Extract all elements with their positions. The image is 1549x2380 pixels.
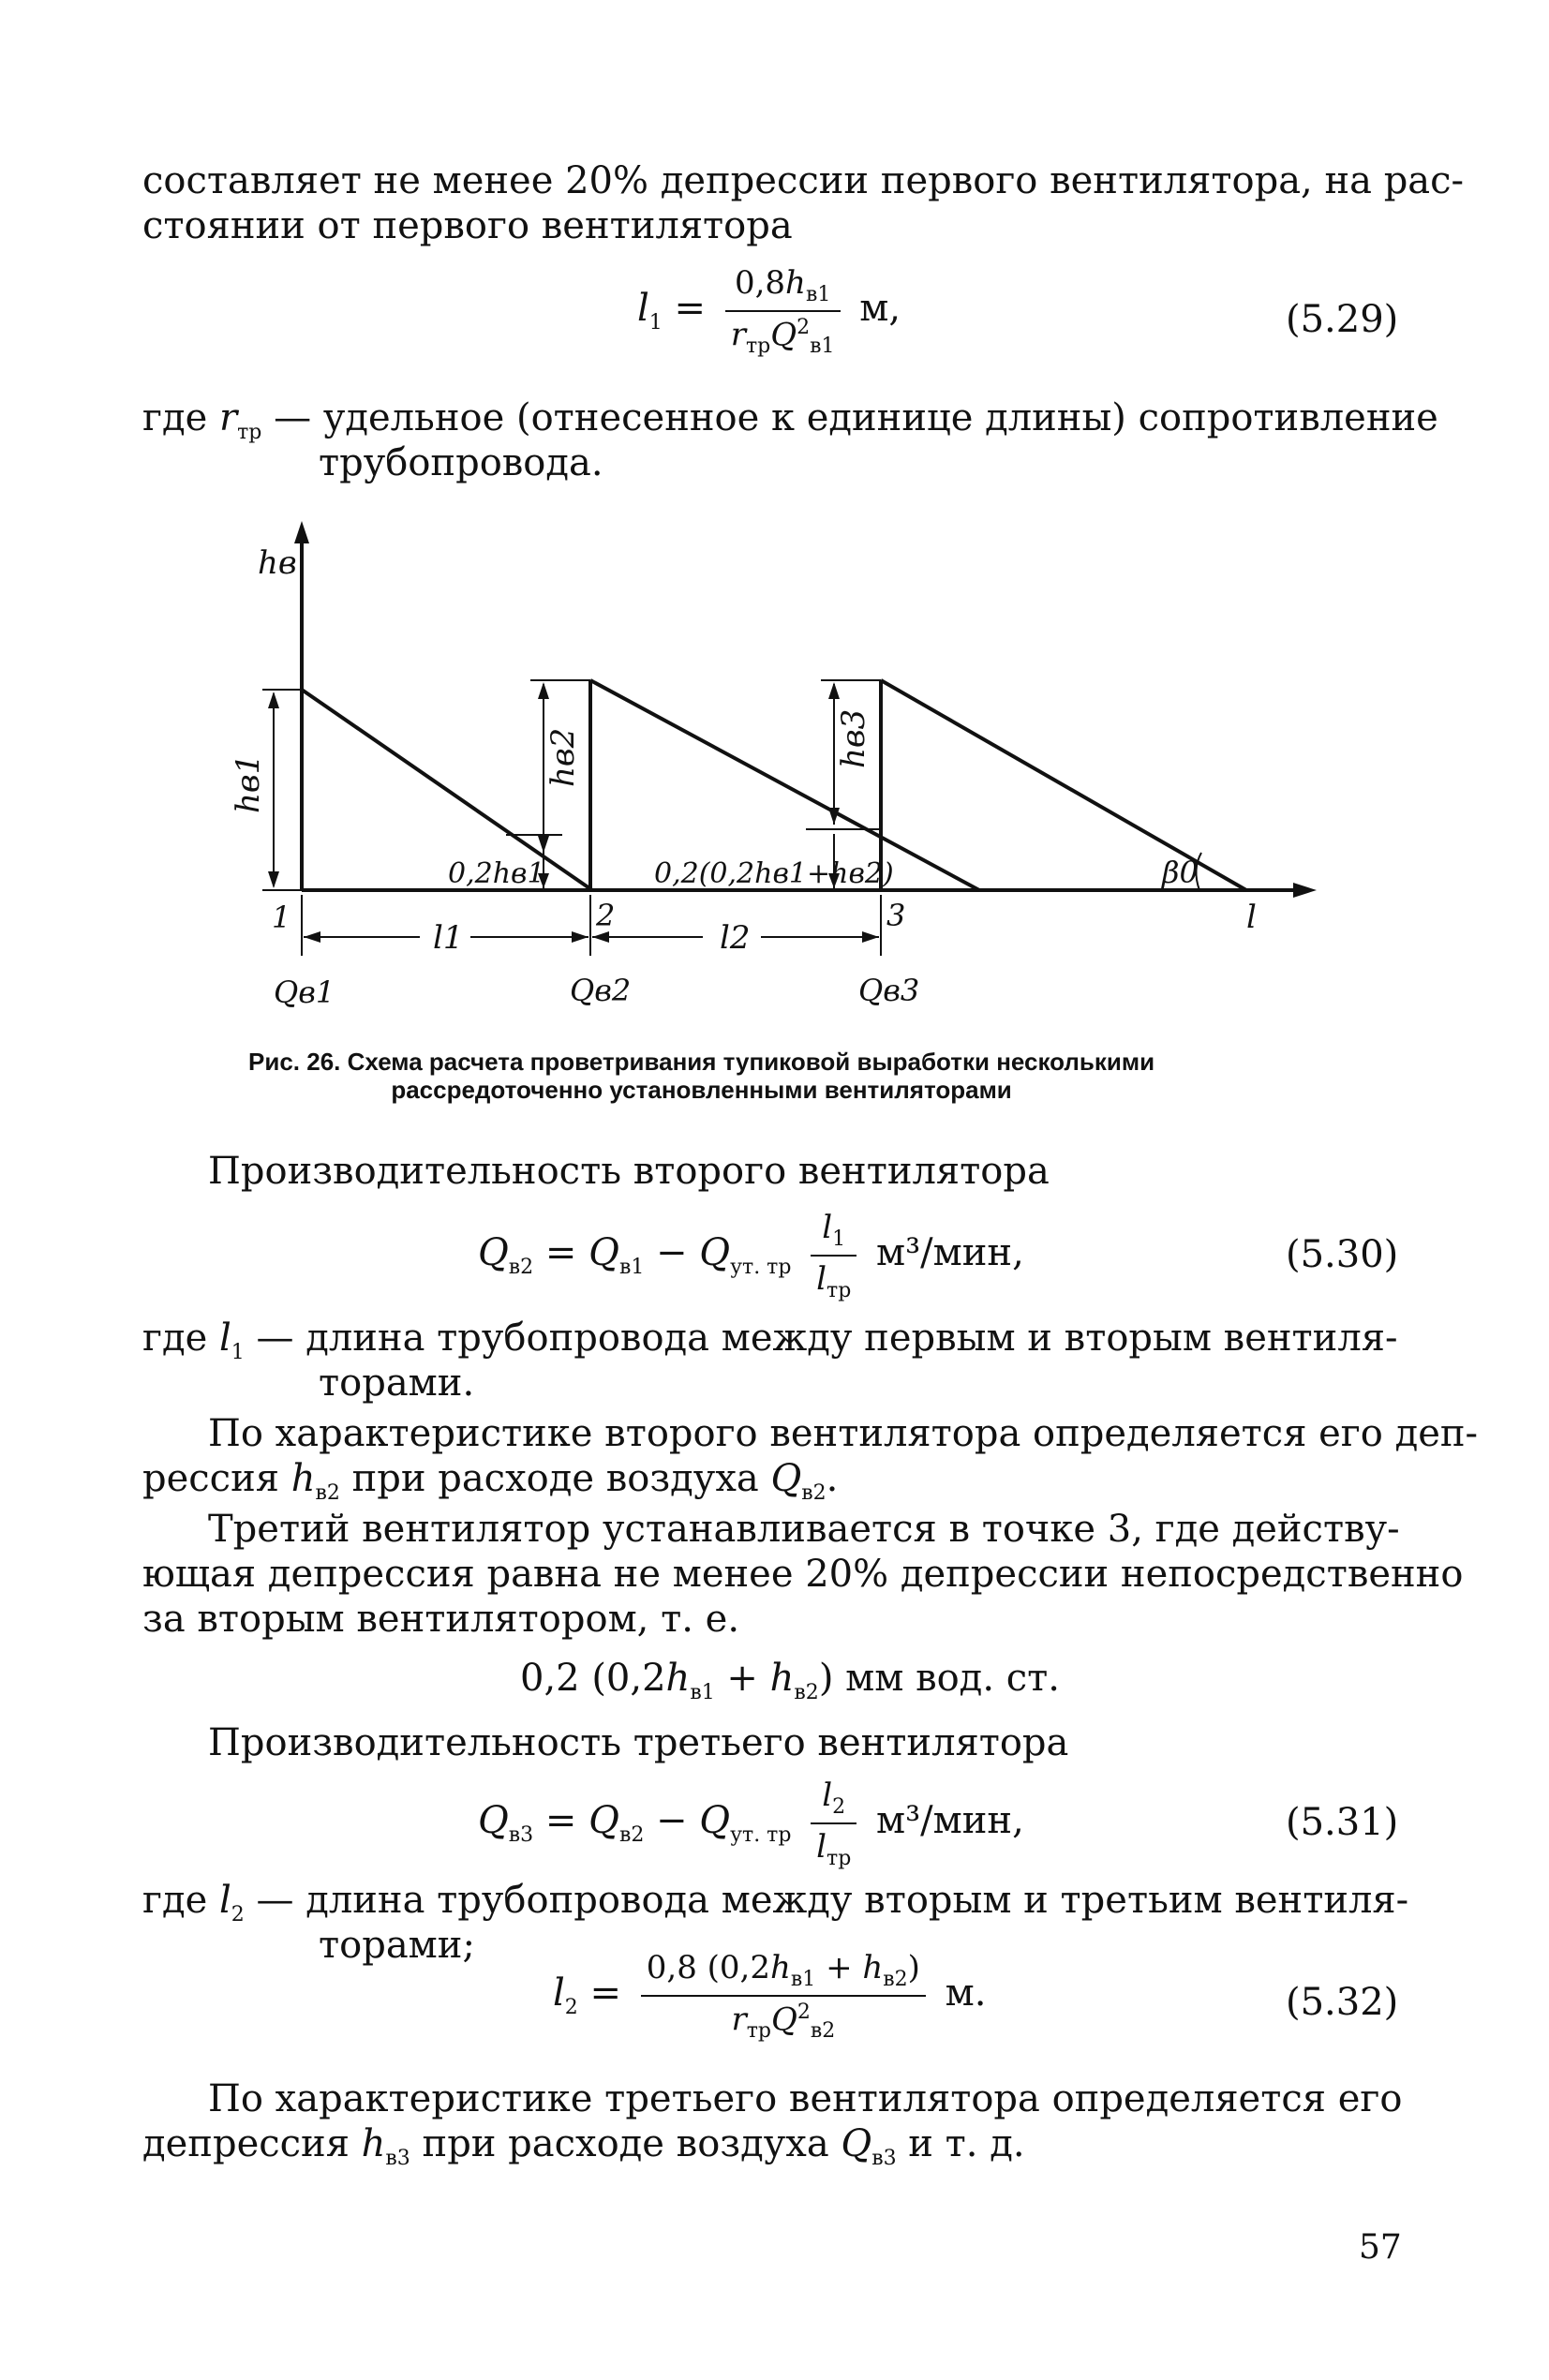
label-0-2-sum: 0,2(0,2hв1+hв2) (654, 857, 894, 890)
definition-text: удельное (отнесенное к единице длины) сопротивление (322, 396, 1438, 439)
label-hv3: hв3 (835, 708, 872, 768)
caption-line: рассредоточенно установленными вентиляторами (391, 1076, 1012, 1104)
where-label: где (142, 1316, 208, 1360)
equation-unit: мм вод. ст. (845, 1657, 1060, 1700)
text-run: при расходе воздуха (422, 2122, 829, 2165)
label-qv2: Qв2 (570, 973, 632, 1008)
definition-l2: где $l_2$ — длина трубопровода между вторым и третьим вентиля- (142, 1879, 1409, 1926)
equation-depression-3: 0,2 $(0,2h_{в1} + h_{в2})$ мм вод. ст. (520, 1657, 1060, 1704)
text-run: при расходе воздуха (351, 1457, 759, 1500)
label-hv2: hв2 (544, 727, 582, 787)
equation-5-30: $Q_{в2} = Q_{в1} - Q_{ут. тр}$ $\frac{l_1}{l_{тр}}$ м³/мин, (478, 1209, 1024, 1302)
paragraph-line: торами; (319, 1924, 475, 1967)
label-qv3: Qв3 (858, 973, 920, 1008)
label-l2: l2 (720, 919, 751, 957)
label-axis-l: l (1246, 899, 1257, 936)
paragraph-line: ющая депрессия равна не менее 20% депрессии непосредственно (142, 1553, 1464, 1596)
paragraph-line: Третий вентилятор устанавливается в точке 3, где действу- (208, 1508, 1400, 1551)
definition-text: длина трубопровода между первым и вторым вентиля- (305, 1316, 1398, 1360)
equation-number: (5.30) (1286, 1233, 1399, 1276)
paragraph-line: Производительность второго вентилятора (208, 1150, 1050, 1193)
paragraph-line: стоянии от первого вентилятора (142, 204, 793, 247)
paragraph-line: рессия $h_{в2}$ при расходе воздуха $Q_{в2}$. (142, 1457, 839, 1505)
text-run: рессия (142, 1457, 279, 1500)
paragraph-line: депрессия $h_{в3}$ при расходе воздуха $Q_{в3}$ и т. д. (142, 2122, 1025, 2170)
equation-number: (5.32) (1286, 1981, 1399, 2024)
paragraph-line: По характеристике второго вентилятора определяется его деп- (208, 1412, 1479, 1455)
figure-diagram (225, 515, 1349, 1040)
label-0-2-hv1: 0,2hв1 (448, 857, 545, 890)
paragraph-line: По характеристике третьего вентилятора определяется его (208, 2077, 1403, 2120)
label-qv1: Qв1 (274, 974, 335, 1010)
definition-text: длина трубопровода между вторым и третьим вентиля- (305, 1879, 1409, 1922)
dash: — (256, 1879, 294, 1922)
equation-unit: м. (945, 1971, 987, 2015)
equation-5-31: $Q_{в3} = Q_{в2} - Q_{ут. тр}$ $\frac{l_2}{l_{тр}}$ м³/мин, (478, 1777, 1024, 1870)
equation-unit: м, (859, 286, 901, 330)
label-axis-hv: hв (258, 544, 297, 582)
paragraph-line: Производительность третьего вентилятора (208, 1721, 1069, 1764)
page-number: 57 (1359, 2228, 1402, 2267)
paragraph-line: торами. (319, 1361, 475, 1405)
paragraph-line: трубопровода. (319, 441, 603, 484)
equation-number: (5.31) (1286, 1801, 1399, 1844)
paragraph-line: за вторым вентилятором, т. е. (142, 1598, 740, 1641)
dash: — (256, 1316, 294, 1360)
caption-line: Рис. 26. Схема расчета проветривания тупиковой выработки несколькими (248, 1048, 1155, 1076)
x-axis-arrow (1293, 883, 1317, 898)
equation-unit: м³/мин, (876, 1230, 1024, 1274)
definition-l1: где $l_1$ — длина трубопровода между первым и вторым вентиля- (142, 1316, 1398, 1364)
label-point-3: 3 (886, 898, 906, 933)
where-label: где (142, 396, 208, 439)
label-l1: l1 (433, 919, 464, 957)
dash: — (274, 396, 312, 439)
depression-line-1 (302, 690, 592, 890)
equation-number: (5.29) (1286, 298, 1399, 341)
text-run: и т. д. (908, 2122, 1025, 2165)
paragraph-line: составляет не менее 20% депрессии первого вентилятора, на рас- (142, 159, 1465, 202)
label-hv1: hв1 (230, 753, 267, 813)
text-run: депрессия (142, 2122, 350, 2165)
label-point-1: 1 (272, 900, 291, 935)
label-point-2: 2 (596, 898, 616, 933)
definition-rtr: где $r_{тр}$ — удельное (отнесенное к единице длины) сопротивление (142, 396, 1438, 444)
label-beta0: β0 (1162, 855, 1199, 890)
figure-caption (248, 1048, 1154, 1104)
y-axis-arrow (294, 521, 309, 543)
equation-5-29: $l_1$ = $\frac{0,8h_{в1}}{r_{тр}Q^2_{в1}}$ м, (637, 264, 901, 358)
where-label: где (142, 1879, 208, 1922)
equation-unit: м³/мин, (876, 1798, 1024, 1842)
equation-5-32: $l_2$ = $\frac{0,8 (0,2h_{в1} + h_{в2})}{r_{тр}Q^2_{в2}}$ м. (553, 1949, 987, 2043)
